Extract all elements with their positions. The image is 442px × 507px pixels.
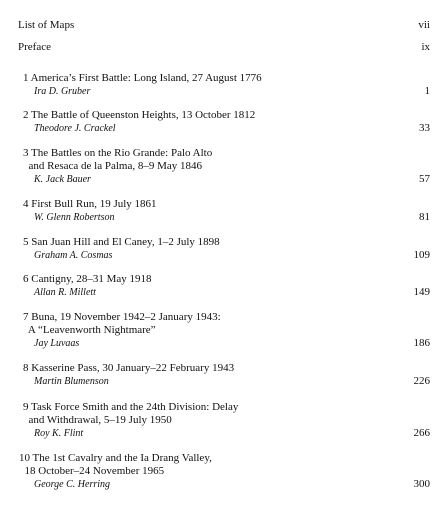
entry-author-row (23, 286, 430, 299)
entry-author-row (23, 122, 430, 135)
front-matter-page: vii (418, 19, 430, 31)
entry-page: 81 (419, 211, 430, 223)
toc-entry (19, 452, 430, 491)
entry-author-row (19, 478, 430, 491)
entry-title-line: 1 America’s First Battle: Long Island, 27 August 1776 (23, 72, 262, 84)
entry-title-line: 3 The Battles on the Rio Grande: Palo Alto (23, 147, 213, 159)
entry-page: 1 (424, 85, 430, 97)
toc-entry (23, 72, 430, 98)
entry-author-row (23, 211, 430, 224)
entry-author-row (23, 85, 430, 98)
entry-author: Roy K. Flint (34, 428, 84, 439)
entry-author: Theodore J. Crackel (34, 123, 116, 134)
entry-author-row (23, 375, 430, 388)
entry-author-row (23, 173, 430, 186)
entry-title-line: 6 Cantigny, 28–31 May 1918 (23, 273, 152, 285)
entry-author: Graham A. Cosmas (34, 250, 113, 261)
entry-page: 186 (413, 337, 430, 349)
entry-title-line: A “Leavenworth Nightmare” (23, 324, 156, 336)
toc-entry (23, 236, 430, 262)
toc-entry (23, 273, 430, 299)
toc-entry (23, 362, 430, 388)
entry-page: 226 (413, 375, 430, 387)
entry-author: Martin Blumenson (34, 376, 109, 387)
entry-page: 109 (413, 249, 430, 261)
entry-author-row (23, 427, 430, 440)
entry-author: Jay Luvaas (34, 338, 80, 349)
entry-author: K. Jack Bauer (34, 174, 91, 185)
entry-title-line: 10 The 1st Cavalry and the Ia Drang Valley, (19, 452, 212, 464)
entry-title-line: 9 Task Force Smith and the 24th Division: Delay (23, 401, 239, 413)
front-matter-page: ix (421, 41, 430, 53)
front-matter-title: List of Maps (18, 19, 75, 31)
toc-entry (23, 147, 430, 186)
entry-author-row (23, 249, 430, 262)
entry-author: W. Glenn Robertson (34, 212, 115, 223)
entry-title-line: 5 San Juan Hill and El Caney, 1–2 July 1898 (23, 236, 220, 248)
front-matter-title: Preface (18, 41, 51, 53)
entry-title-line: 8 Kasserine Pass, 30 January–22 February 1943 (23, 362, 235, 374)
front-matter-row (18, 19, 430, 31)
entry-page: 300 (413, 478, 430, 490)
toc-entry (23, 311, 430, 350)
toc-entry (23, 109, 430, 135)
entry-author: George C. Herring (34, 479, 111, 490)
entry-page: 57 (419, 173, 430, 185)
entry-author: Ira D. Gruber (34, 86, 91, 97)
entry-title-line: 4 First Bull Run, 19 July 1861 (23, 198, 157, 210)
entry-author: Allan R. Millett (34, 287, 96, 298)
entry-page: 149 (413, 286, 430, 298)
entry-title-line: 18 October–24 November 1965 (19, 465, 165, 477)
entry-author-row (23, 337, 430, 350)
toc-entry (23, 198, 430, 224)
entry-title-line: 7 Buna, 19 November 1942–2 January 1943: (23, 311, 221, 323)
entry-title-line: 2 The Battle of Queenston Heights, 13 October 1812 (23, 109, 256, 121)
entry-title-line: and Resaca de la Palma, 8–9 May 1846 (23, 160, 203, 172)
entry-page: 33 (419, 122, 430, 134)
entry-page: 266 (413, 427, 430, 439)
toc-entry (23, 401, 430, 440)
front-matter-row (18, 41, 430, 53)
entry-title-line: and Withdrawal, 5–19 July 1950 (23, 414, 172, 426)
